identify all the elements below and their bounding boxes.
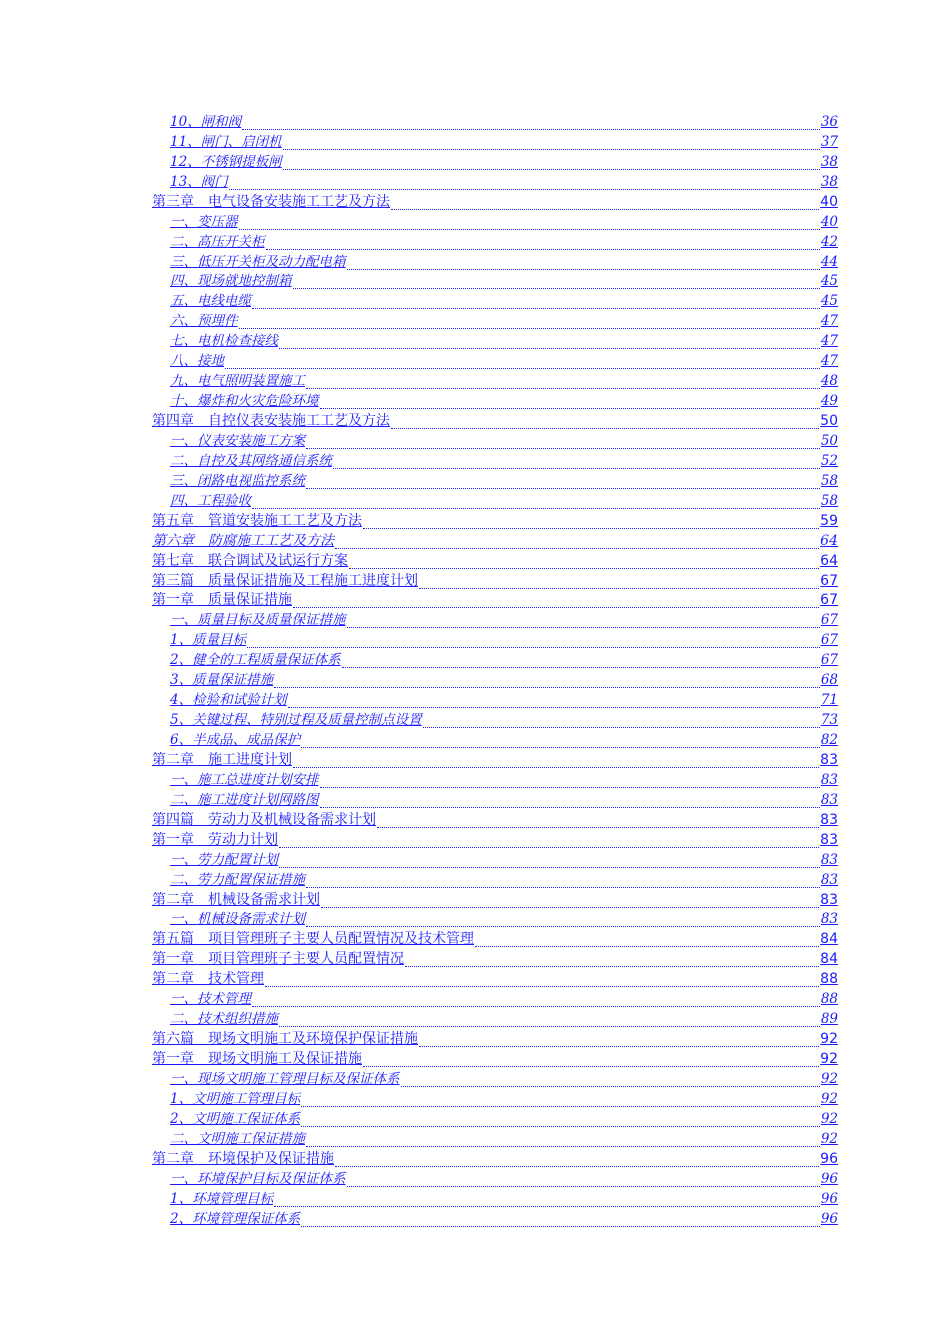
table-of-contents bbox=[152, 113, 838, 1230]
toc-entry-label: 二、劳力配置保证措施 bbox=[170, 871, 305, 888]
toc-entry-page-number: 92 bbox=[820, 1130, 838, 1147]
dot-leader bbox=[252, 294, 820, 309]
toc-entry-link[interactable] bbox=[152, 651, 838, 671]
toc-entry-page-number: 83 bbox=[820, 891, 838, 908]
dot-leader bbox=[247, 633, 820, 648]
toc-entry-label: 1、文明施工管理目标 bbox=[170, 1090, 301, 1107]
dot-leader bbox=[377, 813, 819, 828]
toc-entry-page-number: 42 bbox=[820, 233, 838, 250]
toc-entry-label: 第三篇 质量保证措施及工程施工进度计划 bbox=[152, 572, 418, 589]
dot-leader bbox=[475, 932, 819, 947]
dot-leader bbox=[301, 1212, 820, 1227]
toc-entry-page-number: 50 bbox=[820, 413, 838, 430]
toc-entry-link[interactable] bbox=[152, 392, 838, 412]
toc-entry-link[interactable] bbox=[152, 193, 838, 213]
toc-entry-page-number: 96 bbox=[820, 1170, 838, 1187]
toc-entry-link[interactable] bbox=[152, 711, 838, 731]
dot-leader bbox=[306, 873, 820, 888]
toc-entry-label: 12、不锈钢提板闸 bbox=[170, 153, 282, 170]
toc-entry-link[interactable] bbox=[152, 492, 838, 512]
toc-entry-page-number: 67 bbox=[820, 572, 838, 589]
toc-entry-link[interactable] bbox=[152, 412, 838, 432]
toc-entry-link[interactable] bbox=[152, 1170, 838, 1190]
toc-entry-page-number: 38 bbox=[820, 173, 838, 190]
dot-leader bbox=[306, 1132, 820, 1147]
toc-entry-link[interactable] bbox=[152, 1090, 838, 1110]
toc-entry-link[interactable] bbox=[152, 372, 838, 392]
toc-entry-label: 2、环境管理保证体系 bbox=[170, 1210, 301, 1227]
dot-leader bbox=[335, 1152, 819, 1167]
toc-entry-label: 第二章 机械设备需求计划 bbox=[152, 891, 320, 908]
dot-leader bbox=[391, 414, 819, 429]
toc-entry-page-number: 58 bbox=[820, 472, 838, 489]
toc-entry-page-number: 83 bbox=[820, 791, 838, 808]
toc-entry-label: 八、接地 bbox=[170, 353, 224, 370]
dot-leader bbox=[274, 1192, 820, 1207]
dot-leader bbox=[419, 574, 819, 589]
dot-leader bbox=[335, 534, 819, 549]
toc-entry-page-number: 47 bbox=[820, 333, 838, 350]
toc-entry-link[interactable] bbox=[152, 452, 838, 472]
dot-leader bbox=[293, 274, 820, 289]
toc-entry-page-number: 37 bbox=[820, 133, 838, 150]
toc-entry-label: 2、文明施工保证体系 bbox=[170, 1110, 301, 1127]
dot-leader bbox=[229, 175, 820, 190]
toc-entry-label: 一、质量目标及质量保证措施 bbox=[170, 612, 346, 629]
toc-entry-link[interactable] bbox=[152, 213, 838, 233]
toc-entry-label: 第二章 施工进度计划 bbox=[152, 751, 292, 768]
toc-entry-link[interactable] bbox=[152, 950, 838, 970]
toc-entry-page-number: 88 bbox=[820, 971, 838, 988]
toc-entry-link[interactable] bbox=[152, 592, 838, 612]
toc-entry-page-number: 83 bbox=[820, 771, 838, 788]
dot-leader bbox=[252, 992, 820, 1007]
dot-leader bbox=[266, 235, 820, 250]
toc-entry-link[interactable] bbox=[152, 572, 838, 592]
toc-entry-page-number: 92 bbox=[820, 1110, 838, 1127]
toc-entry-link[interactable] bbox=[152, 472, 838, 492]
toc-entry-label: 第二章 环境保护及保证措施 bbox=[152, 1150, 334, 1167]
toc-entry-label: 10、闸和阀 bbox=[170, 113, 242, 130]
dot-leader bbox=[363, 1052, 819, 1067]
toc-entry-link[interactable] bbox=[152, 731, 838, 751]
toc-entry-page-number: 48 bbox=[820, 373, 838, 390]
toc-entry-label: 第一章 现场文明施工及保证措施 bbox=[152, 1051, 362, 1068]
toc-entry-label: 13、阀门 bbox=[170, 173, 228, 190]
toc-entry-link[interactable] bbox=[152, 432, 838, 452]
dot-leader bbox=[301, 1112, 820, 1127]
toc-entry-link[interactable] bbox=[152, 292, 838, 312]
toc-entry-label: 5、关键过程、特别过程及质量控制点设置 bbox=[170, 712, 422, 729]
toc-entry-label: 五、电线电缆 bbox=[170, 293, 251, 310]
toc-entry-link[interactable] bbox=[152, 253, 838, 273]
dot-leader bbox=[283, 135, 820, 150]
dot-leader bbox=[225, 354, 820, 369]
toc-entry-page-number: 83 bbox=[820, 911, 838, 928]
toc-entry-page-number: 67 bbox=[820, 652, 838, 669]
toc-entry-link[interactable] bbox=[152, 532, 838, 552]
dot-leader bbox=[239, 215, 820, 230]
dot-leader bbox=[347, 255, 820, 270]
toc-entry-link[interactable] bbox=[152, 631, 838, 651]
toc-entry-page-number: 45 bbox=[820, 293, 838, 310]
toc-entry-label: 3、质量保证措施 bbox=[170, 672, 274, 689]
dot-leader bbox=[363, 514, 819, 529]
toc-entry-link[interactable] bbox=[152, 671, 838, 691]
toc-entry-label: 七、电机检查接线 bbox=[170, 333, 278, 350]
toc-entry-page-number: 40 bbox=[820, 193, 838, 210]
toc-entry-link[interactable] bbox=[152, 1030, 838, 1050]
toc-entry-page-number: 45 bbox=[820, 273, 838, 290]
toc-entry-link[interactable] bbox=[152, 153, 838, 173]
toc-entry-link[interactable] bbox=[152, 312, 838, 332]
toc-entry-label: 第四篇 劳动力及机械设备需求计划 bbox=[152, 811, 376, 828]
toc-entry-page-number: 67 bbox=[820, 632, 838, 649]
toc-entry-page-number: 83 bbox=[820, 871, 838, 888]
toc-entry-page-number: 83 bbox=[820, 811, 838, 828]
toc-entry-label: 十、爆炸和火灾危险环境 bbox=[170, 393, 319, 410]
dot-leader bbox=[274, 673, 820, 688]
toc-entry-link[interactable] bbox=[152, 273, 838, 293]
toc-entry-link[interactable] bbox=[152, 1210, 838, 1230]
toc-entry-label: 一、环境保护目标及保证体系 bbox=[170, 1170, 346, 1187]
toc-entry-label: 第三章 电气设备安装施工工艺及方法 bbox=[152, 193, 390, 210]
toc-entry-label: 第二章 技术管理 bbox=[152, 971, 264, 988]
toc-entry-link[interactable] bbox=[152, 352, 838, 372]
toc-entry-link[interactable] bbox=[152, 911, 838, 931]
toc-entry-page-number: 73 bbox=[820, 712, 838, 729]
toc-entry-page-number: 88 bbox=[820, 991, 838, 1008]
dot-leader bbox=[320, 394, 820, 409]
toc-entry-page-number: 44 bbox=[820, 253, 838, 270]
toc-entry-page-number: 96 bbox=[820, 1150, 838, 1167]
toc-entry-link[interactable] bbox=[152, 891, 838, 911]
toc-entry-link[interactable] bbox=[152, 1050, 838, 1070]
dot-leader bbox=[306, 474, 820, 489]
toc-entry-page-number: 40 bbox=[820, 213, 838, 230]
toc-entry-label: 二、施工进度计划网路图 bbox=[170, 791, 319, 808]
toc-entry-link[interactable] bbox=[152, 791, 838, 811]
toc-entry-page-number: 96 bbox=[820, 1190, 838, 1207]
dot-leader bbox=[279, 334, 820, 349]
toc-entry-label: 二、文明施工保证措施 bbox=[170, 1130, 305, 1147]
dot-leader bbox=[301, 1092, 820, 1107]
dot-leader bbox=[306, 374, 820, 389]
toc-entry-label: 一、现场文明施工管理目标及保证体系 bbox=[170, 1070, 400, 1087]
toc-entry-page-number: 83 bbox=[820, 751, 838, 768]
toc-entry-page-number: 92 bbox=[820, 1051, 838, 1068]
toc-entry-page-number: 92 bbox=[820, 1031, 838, 1048]
toc-entry-label: 六、预埋件 bbox=[170, 313, 238, 330]
dot-leader bbox=[347, 613, 820, 628]
toc-entry-label: 第五篇 项目管理班子主要人员配置情况及技术管理 bbox=[152, 931, 474, 948]
dot-leader bbox=[320, 793, 820, 808]
toc-entry-label: 二、技术组织措施 bbox=[170, 1011, 278, 1028]
toc-entry-page-number: 64 bbox=[820, 552, 838, 569]
toc-entry-label: 一、机械设备需求计划 bbox=[170, 911, 305, 928]
toc-entry-label: 四、工程验收 bbox=[170, 492, 251, 509]
toc-entry-link[interactable] bbox=[152, 831, 838, 851]
dot-leader bbox=[279, 1012, 820, 1027]
toc-entry-page-number: 50 bbox=[820, 432, 838, 449]
dot-leader bbox=[301, 733, 820, 748]
toc-entry-label: 第六章 防腐施工工艺及方法 bbox=[152, 532, 334, 549]
toc-entry-page-number: 84 bbox=[820, 951, 838, 968]
toc-entry-link[interactable] bbox=[152, 611, 838, 631]
toc-entry-link[interactable] bbox=[152, 512, 838, 532]
toc-entry-link[interactable] bbox=[152, 751, 838, 771]
dot-leader bbox=[242, 115, 820, 130]
dot-leader bbox=[293, 593, 819, 608]
toc-entry-link[interactable] bbox=[152, 1070, 838, 1090]
toc-entry-link[interactable] bbox=[152, 1010, 838, 1030]
toc-entry-label: 第一章 劳动力计划 bbox=[152, 831, 278, 848]
toc-entry-page-number: 89 bbox=[820, 1011, 838, 1028]
toc-entry-page-number: 96 bbox=[820, 1210, 838, 1227]
toc-entry-page-number: 47 bbox=[820, 353, 838, 370]
dot-leader bbox=[239, 314, 820, 329]
dot-leader bbox=[401, 1072, 820, 1087]
dot-leader bbox=[419, 1032, 819, 1047]
toc-entry-label: 二、自控及其网络通信系统 bbox=[170, 452, 332, 469]
toc-entry-link[interactable] bbox=[152, 811, 838, 831]
toc-entry-page-number: 64 bbox=[820, 532, 838, 549]
dot-leader bbox=[288, 693, 820, 708]
toc-entry-page-number: 92 bbox=[820, 1070, 838, 1087]
toc-entry-link[interactable] bbox=[152, 771, 838, 791]
toc-entry-link[interactable] bbox=[152, 113, 838, 133]
toc-entry-label: 2、健全的工程质量保证体系 bbox=[170, 652, 341, 669]
toc-entry-page-number: 67 bbox=[820, 592, 838, 609]
dot-leader bbox=[333, 454, 820, 469]
toc-entry-label: 6、半成品、成品保护 bbox=[170, 732, 301, 749]
toc-entry-label: 一、变压器 bbox=[170, 213, 238, 230]
toc-entry-label: 第一章 质量保证措施 bbox=[152, 592, 292, 609]
toc-entry-page-number: 82 bbox=[820, 732, 838, 749]
dot-leader bbox=[265, 972, 819, 987]
toc-entry-link[interactable] bbox=[152, 133, 838, 153]
toc-entry-page-number: 92 bbox=[820, 1090, 838, 1107]
toc-entry-label: 11、闸门、启闭机 bbox=[170, 133, 282, 150]
toc-entry-page-number: 67 bbox=[820, 612, 838, 629]
toc-entry-page-number: 49 bbox=[820, 393, 838, 410]
toc-entry-label: 第五章 管道安装施工工艺及方法 bbox=[152, 512, 362, 529]
toc-entry-link[interactable] bbox=[152, 552, 838, 572]
toc-entry-label: 九、电气照明装置施工 bbox=[170, 373, 305, 390]
toc-entry-link[interactable] bbox=[152, 233, 838, 253]
toc-entry-page-number: 58 bbox=[820, 492, 838, 509]
toc-entry-link[interactable] bbox=[152, 173, 838, 193]
toc-entry-label: 第一章 项目管理班子主要人员配置情况 bbox=[152, 951, 404, 968]
dot-leader bbox=[252, 494, 820, 509]
toc-entry-page-number: 38 bbox=[820, 153, 838, 170]
dot-leader bbox=[320, 773, 820, 788]
toc-entry-link[interactable] bbox=[152, 851, 838, 871]
toc-entry-page-number: 68 bbox=[820, 672, 838, 689]
toc-entry-label: 第六篇 现场文明施工及环境保护保证措施 bbox=[152, 1031, 418, 1048]
dot-leader bbox=[423, 713, 820, 728]
dot-leader bbox=[391, 195, 819, 210]
toc-entry-link[interactable] bbox=[152, 332, 838, 352]
toc-entry-link[interactable] bbox=[152, 1190, 838, 1210]
toc-entry-page-number: 47 bbox=[820, 313, 838, 330]
toc-entry-page-number: 52 bbox=[820, 452, 838, 469]
toc-entry-page-number: 59 bbox=[820, 512, 838, 529]
toc-entry-page-number: 36 bbox=[820, 113, 838, 130]
toc-entry-link[interactable] bbox=[152, 930, 838, 950]
dot-leader bbox=[279, 853, 820, 868]
dot-leader bbox=[347, 1172, 820, 1187]
dot-leader bbox=[306, 434, 820, 449]
toc-entry-link[interactable] bbox=[152, 691, 838, 711]
toc-entry-link[interactable] bbox=[152, 1110, 838, 1130]
toc-entry-link[interactable] bbox=[152, 871, 838, 891]
toc-entry-label: 一、技术管理 bbox=[170, 991, 251, 1008]
toc-entry-label: 1、环境管理目标 bbox=[170, 1190, 274, 1207]
toc-entry-label: 三、闭路电视监控系统 bbox=[170, 472, 305, 489]
toc-entry-label: 1、质量目标 bbox=[170, 632, 247, 649]
toc-entry-page-number: 71 bbox=[820, 692, 838, 709]
toc-entry-label: 二、高压开关柜 bbox=[170, 233, 265, 250]
toc-entry-link[interactable] bbox=[152, 990, 838, 1010]
toc-entry-label: 三、低压开关柜及动力配电箱 bbox=[170, 253, 346, 270]
toc-entry-label: 一、仪表安装施工方案 bbox=[170, 432, 305, 449]
dot-leader bbox=[283, 155, 820, 170]
toc-entry-page-number: 83 bbox=[820, 831, 838, 848]
toc-entry-label: 四、现场就地控制箱 bbox=[170, 273, 292, 290]
toc-entry-label: 第七章 联合调试及试运行方案 bbox=[152, 552, 348, 569]
toc-entry-label: 第四章 自控仪表安装施工工艺及方法 bbox=[152, 413, 390, 430]
dot-leader bbox=[349, 554, 819, 569]
dot-leader bbox=[293, 753, 819, 768]
toc-entry-label: 一、施工总进度计划安排 bbox=[170, 771, 319, 788]
toc-entry-label: 4、检验和试验计划 bbox=[170, 692, 287, 709]
toc-entry-link[interactable] bbox=[152, 1130, 838, 1150]
dot-leader bbox=[342, 653, 820, 668]
toc-entry-link[interactable] bbox=[152, 1150, 838, 1170]
toc-entry-page-number: 84 bbox=[820, 931, 838, 948]
dot-leader bbox=[279, 833, 819, 848]
dot-leader bbox=[405, 952, 819, 967]
toc-entry-label: 一、劳力配置计划 bbox=[170, 851, 278, 868]
toc-entry-link[interactable] bbox=[152, 970, 838, 990]
dot-leader bbox=[306, 912, 820, 927]
toc-entry-page-number: 83 bbox=[820, 851, 838, 868]
dot-leader bbox=[321, 893, 819, 908]
